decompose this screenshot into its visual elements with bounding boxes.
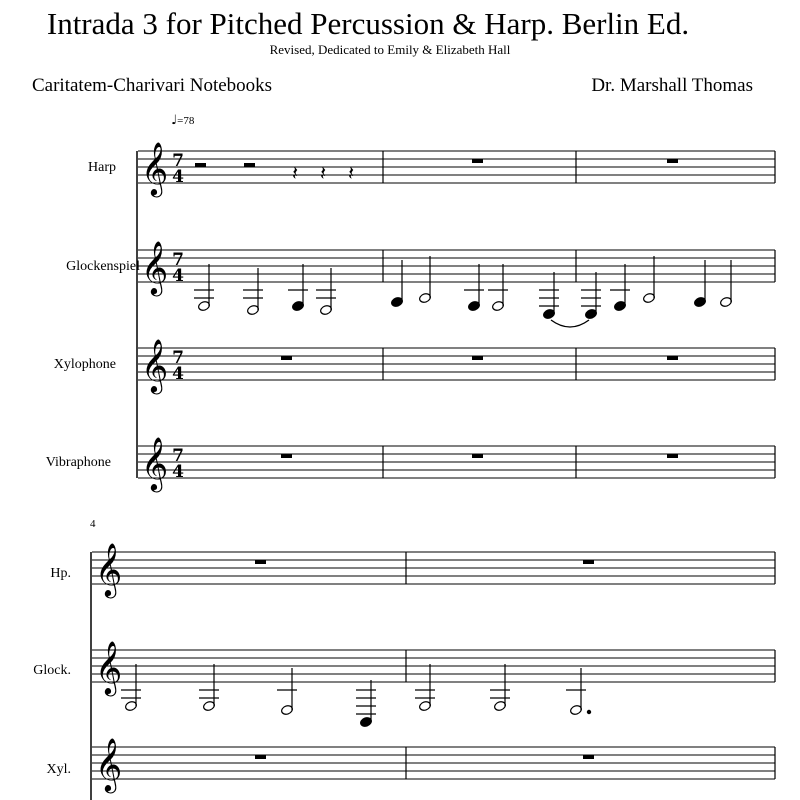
treble-clef-icon: 𝄞 [141, 240, 169, 294]
system-2 [91, 542, 775, 800]
whole-rest [255, 560, 266, 564]
treble-clef-icon: 𝄞 [95, 737, 123, 791]
barlines-system-1 [383, 151, 775, 478]
instrument-label-vibraphone: Vibraphone [45, 455, 111, 470]
treble-clef-icon: 𝄞 [141, 338, 169, 392]
treble-clef-icon: 𝄞 [141, 141, 169, 195]
score-title: Intrada 3 for Pitched Percussion & Harp. Berlin Ed. [46, 6, 690, 41]
staff-harp [138, 151, 775, 183]
staff-glockenspiel [138, 250, 775, 282]
whole-rest [255, 755, 266, 759]
time-signature-bottom: 4 [172, 364, 184, 384]
staff-xyl [92, 747, 775, 779]
time-signature-top: 7 [172, 151, 184, 171]
quarter-rest-icon: 𝄽 [320, 161, 327, 185]
tempo-value: =78 [177, 115, 195, 127]
instrument-label-xyl: Xyl. [46, 762, 71, 777]
treble-clef-icon: 𝄞 [141, 436, 169, 490]
publisher-credit: Caritatem-Charivari Notebooks [32, 75, 273, 96]
glockenspiel-notes-system-1 [194, 256, 733, 327]
whole-rest [281, 356, 292, 360]
staff-vibraphone [138, 446, 775, 478]
treble-clef-icon: 𝄞 [95, 640, 123, 694]
measure-number: 4 [90, 518, 96, 530]
whole-rest [667, 159, 678, 163]
treble-clef-icon: 𝄞 [95, 542, 123, 596]
whole-rest [583, 560, 594, 564]
time-signature-bottom: 4 [172, 167, 184, 187]
time-signature-top: 7 [172, 250, 184, 270]
whole-rest [583, 755, 594, 759]
score-subtitle: Revised, Dedicated to Emily & Elizabeth Hall [269, 42, 511, 57]
time-signature-bottom: 4 [172, 462, 184, 482]
quarter-note-icon: ♩ [171, 113, 178, 128]
system-1 [137, 141, 775, 492]
instrument-label-hp: Hp. [50, 566, 71, 581]
harp-measure-1-rests [195, 161, 354, 185]
staff-glock [92, 650, 775, 682]
whole-rest [667, 356, 678, 360]
whole-rest [281, 454, 292, 458]
quarter-rest-icon: 𝄽 [292, 161, 299, 185]
time-signature-bottom: 4 [172, 266, 184, 286]
composer-credit: Dr. Marshall Thomas [591, 75, 753, 96]
staff-xylophone [138, 348, 775, 380]
time-signature-top: 7 [172, 446, 184, 466]
instrument-label-xylophone: Xylophone [53, 357, 116, 372]
whole-rest [472, 454, 483, 458]
instrument-label-harp: Harp [88, 160, 116, 175]
time-signature-top: 7 [172, 348, 184, 368]
instrument-label-glockenspiel: Glockenspiel [66, 259, 140, 274]
staff-hp [92, 552, 775, 584]
whole-rest [472, 159, 483, 163]
instrument-label-glock: Glock. [33, 663, 71, 678]
whole-rest [667, 454, 678, 458]
whole-rest [472, 356, 483, 360]
quarter-rest-icon: 𝄽 [348, 161, 355, 185]
